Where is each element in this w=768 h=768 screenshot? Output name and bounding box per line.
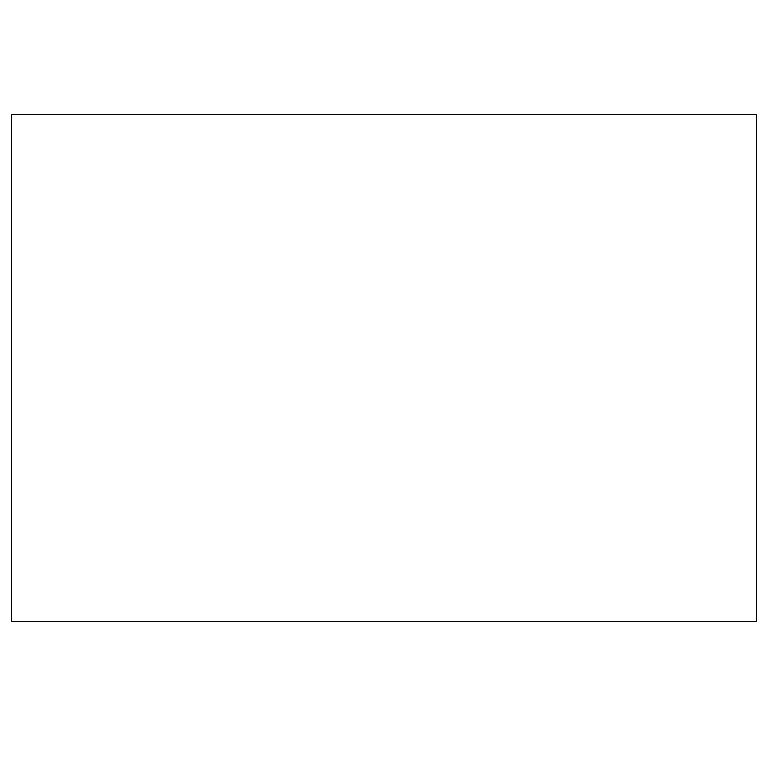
map-canvas <box>12 115 756 621</box>
coastline-scandinavia <box>274 405 356 461</box>
coastline-siberia <box>432 415 756 501</box>
coastline-mediterranean <box>342 535 442 576</box>
colorbar-graphic <box>0 640 768 700</box>
coastline-india <box>572 585 612 621</box>
colorbar <box>0 640 768 700</box>
coastline-arctic-rim <box>212 245 364 445</box>
coastline-greenland <box>312 289 364 345</box>
coastline-east-asia <box>632 515 673 621</box>
coastlines <box>22 115 756 621</box>
coastline-iceland <box>232 443 250 456</box>
polar-map <box>11 114 757 622</box>
coastline-hudson-bay <box>192 345 252 400</box>
coastline-japan <box>652 555 717 621</box>
coastline-southeast <box>562 565 612 615</box>
coastline-europe <box>262 485 313 621</box>
coastline-north-america <box>372 115 712 245</box>
coastline-west-arctic <box>22 415 222 470</box>
coastline-alaska <box>532 275 662 309</box>
